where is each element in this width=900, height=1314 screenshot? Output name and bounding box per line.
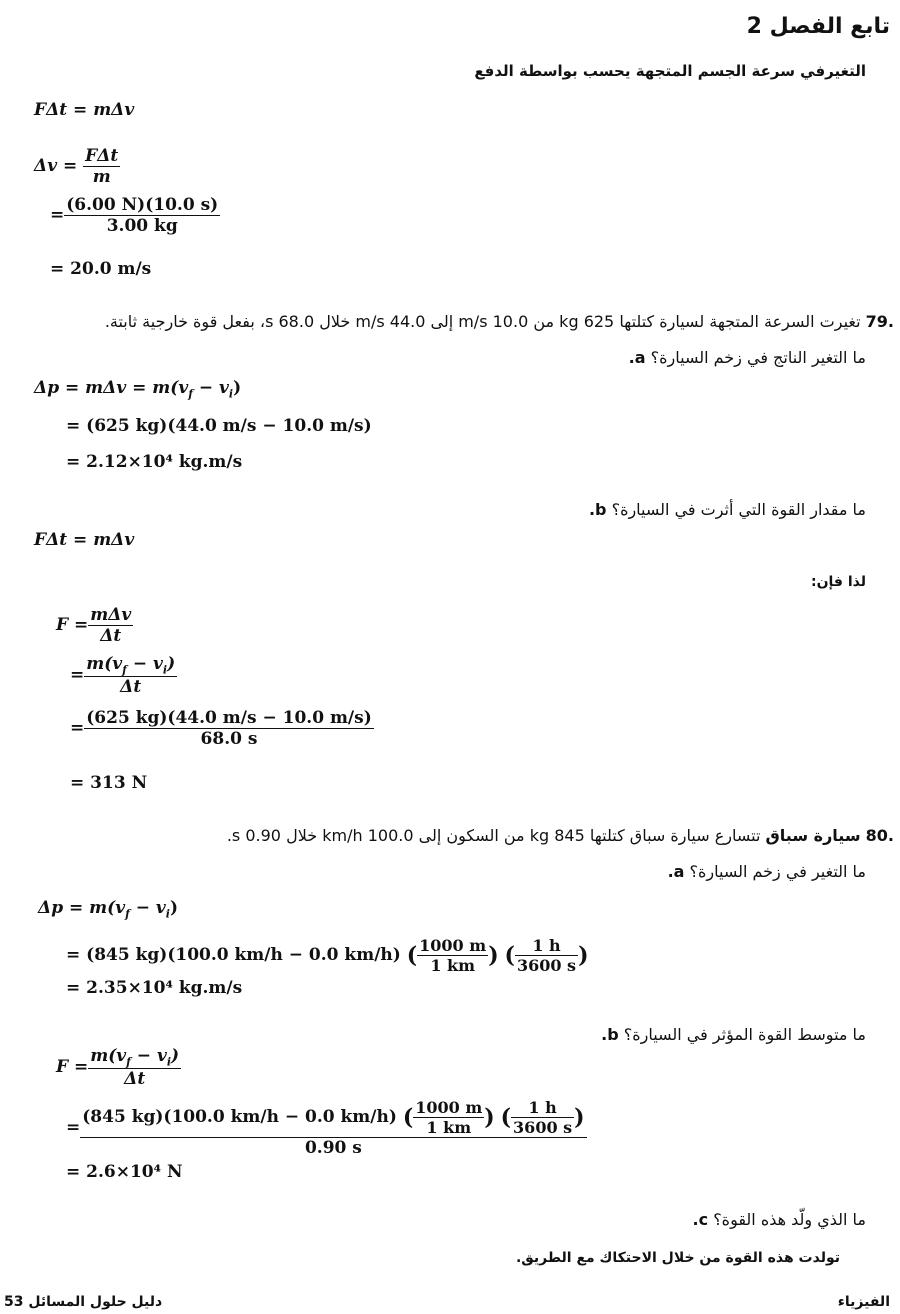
q79b-f1: F = $\frac{\text{mΔv}}{\Delta t}$: [56, 605, 132, 646]
q79b-result: = 313 N: [70, 773, 148, 793]
q79a-eq2: = (625 kg)(44.0 m/s − 10.0 m/s): [66, 416, 372, 436]
fraction: (845 kg)(100.0 km/h − 0.0 km/h) ( $\frac{1000 m}{1 km}$ ) ( $\frac{1 h}{3600 s}$ ) 0.90 s: [82, 1098, 585, 1158]
fraction: $\frac{\text{FΔt}}{m}$: [85, 146, 119, 187]
chapter-title: تابع الفصل 2: [746, 14, 890, 39]
fraction: $\frac{m(v_f - v_i)}{\Delta t}$: [90, 1046, 180, 1090]
q80b-f1: F = $\frac{m(v_f - v_i)}{\Delta t}$: [56, 1046, 180, 1090]
fraction: $\frac{1000 m}{1 km}$: [415, 1098, 483, 1137]
q80-text: .80 سيارة سباق تتسارع سيارة سباق كتلتها 845 kg من السكون إلى 100.0 km/h خلال 0.90 s.: [226, 826, 894, 845]
fraction: $\frac{1 h}{3600 s}$: [516, 936, 577, 975]
fraction: $\frac{(625 kg)(44.0 m/s - 10.0 m/s)}{68.0 s}$: [86, 708, 372, 749]
fraction: $\frac{(6.00 N)(10.0 s)}{3.00 kg}$: [66, 195, 219, 236]
section-title: التغيرفي سرعة الجسم المتجهة يحسب بواسطة الدفع: [474, 62, 866, 80]
fraction: $\frac{\text{mΔv}}{\Delta t}$: [90, 605, 132, 646]
q80b: .b ما متوسط القوة المؤثر في السيارة؟: [601, 1025, 866, 1044]
q80c-answer: تولدت هذه القوة من خلال الاحتكاك مع الطريق.: [515, 1250, 840, 1266]
q79a-eq3: = 2.12×10⁴ kg.m/s: [66, 452, 243, 472]
q80b-f2: = (845 kg)(100.0 km/h − 0.0 km/h) ( $\frac{1000 m}{1 km}$ ) ( $\frac{1 h}{3600 s}$ ) 0.90 s: [66, 1098, 585, 1158]
q79a-eq1: $\Delta p = m\Delta v = m(v_f - v_i)$: [34, 378, 242, 401]
eq-intro-1: FΔt = mΔv: [34, 100, 135, 120]
q79b-eq1: FΔt = mΔv: [34, 530, 135, 550]
q79b-f3: = $\frac{(625 kg)(44.0 m/s - 10.0 m/s)}{68.0 s}$: [70, 708, 372, 749]
q79a: .a ما التغير الناتج في زخم السيارة؟: [628, 348, 866, 367]
q80c: .c ما الذي ولّد هذه القوة؟: [692, 1210, 866, 1229]
q80a-eq2: = (845 kg)(100.0 km/h − 0.0 km/h) ( $\frac{1000 m}{1 km}$ ) ( $\frac{1 h}{3600 s}$ ): [66, 936, 589, 975]
q79b-f2: = $\frac{m(v_f - v_i)}{\Delta t}$: [70, 654, 176, 698]
q79b: .b ما مقدار القوة التي أثرت في السيارة؟: [588, 500, 866, 519]
fraction: $\frac{m(v_f - v_i)}{\Delta t}$: [86, 654, 176, 698]
q79-text: .79 تغيرت السرعة المتجهة لسيارة كتلتها 625 kg من 10.0 m/s إلى 44.0 m/s خلال 68.0 s، بفعل قوة خارجية ثابتة.: [104, 312, 894, 331]
q80a-eq1: $\Delta p = m(v_f - v_i)$: [38, 898, 179, 921]
q80a: .a ما التغير في زخم السيارة؟: [667, 862, 866, 881]
eq-intro-2: Δv = $\frac{\text{FΔt}}{m}$: [34, 146, 119, 187]
q80b-result: = 2.6×10⁴ N: [66, 1162, 183, 1182]
footer-subject: الفيزياء: [837, 1294, 890, 1310]
fraction: $\frac{1 h}{3600 s}$: [513, 1098, 573, 1137]
eq-intro-4: = 20.0 m/s: [50, 259, 152, 279]
eq-intro-3: = $\frac{(6.00 N)(10.0 s)}{3.00 kg}$: [50, 195, 219, 236]
fraction: $\frac{1000 m}{1 km}$: [419, 936, 487, 975]
so-label: لذا فإن:: [811, 574, 866, 590]
q80a-eq3: = 2.35×10⁴ kg.m/s: [66, 978, 243, 998]
footer-guide: دليل حلول المسائل 53: [4, 1294, 163, 1310]
